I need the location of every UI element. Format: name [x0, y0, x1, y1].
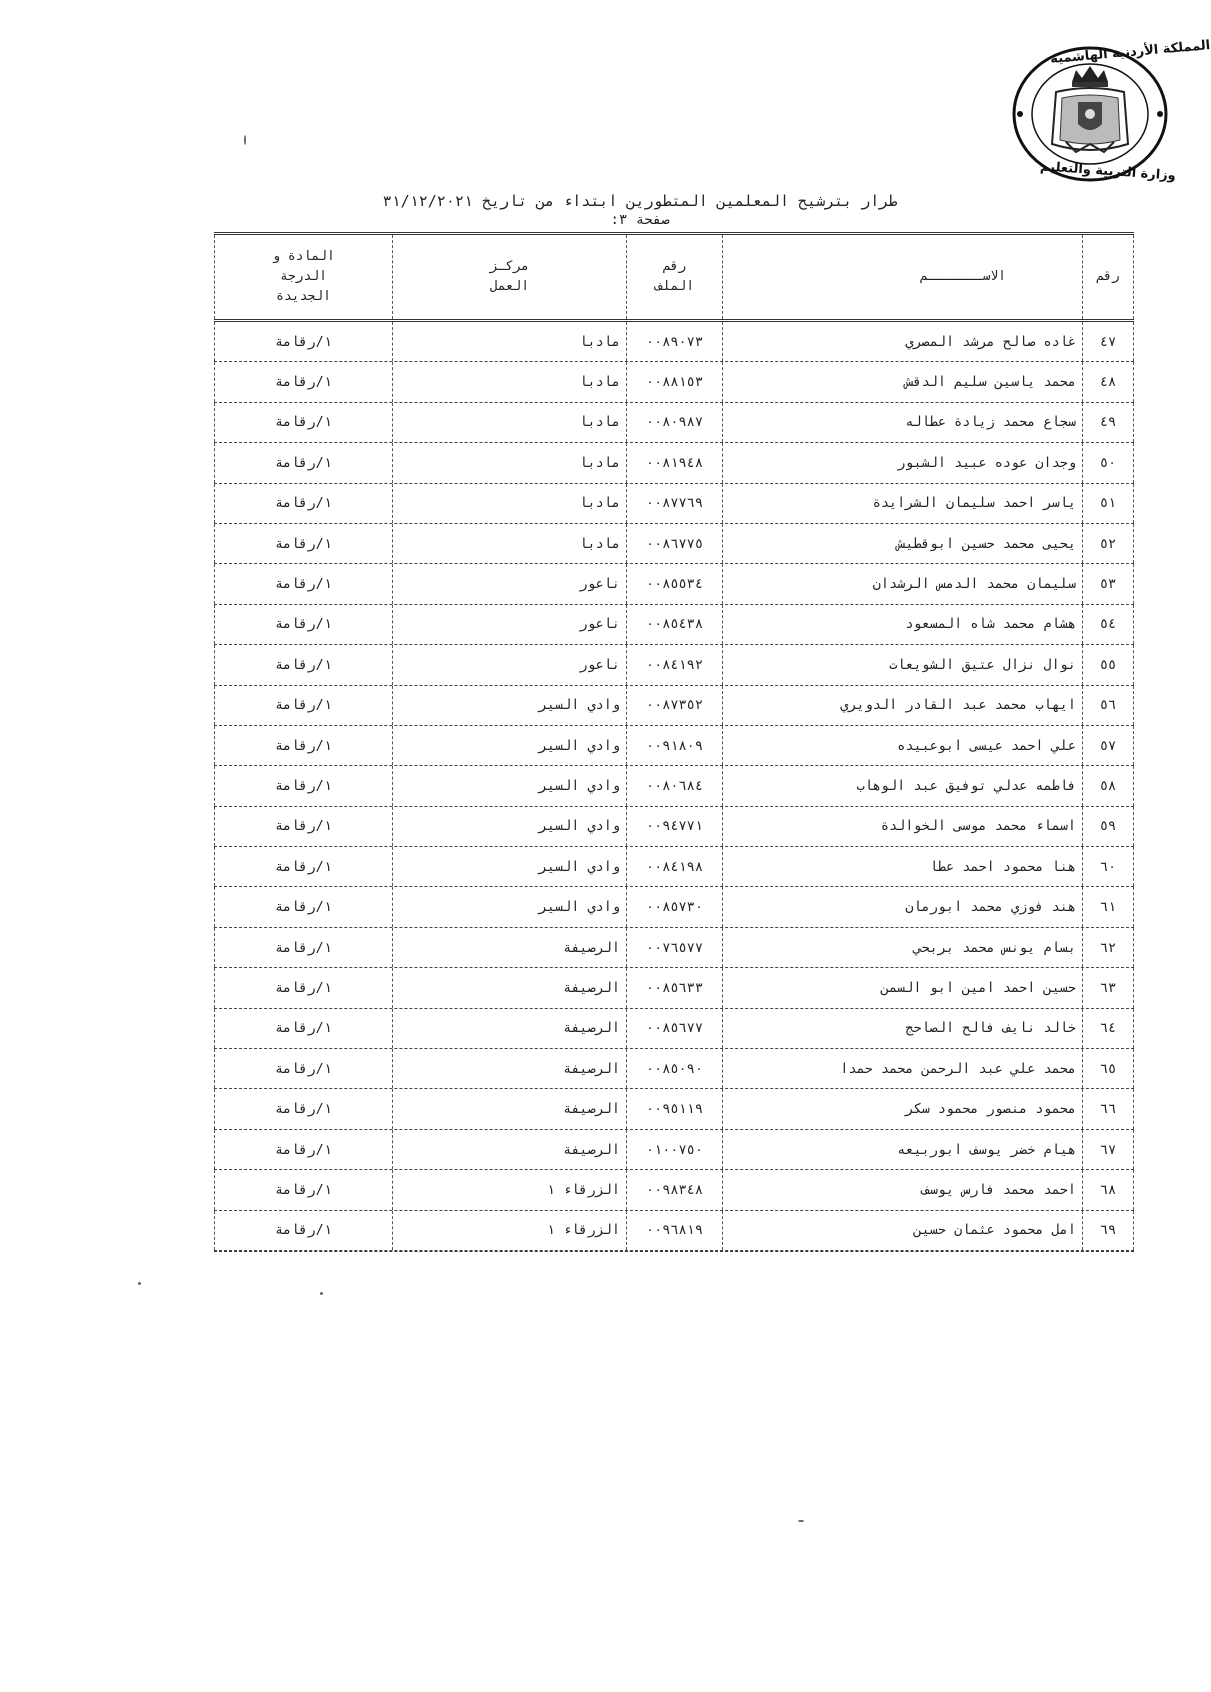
- subject-grade: ١/رقامة: [214, 1211, 392, 1250]
- teacher-name: هنا محمود احمد عطا: [722, 847, 1082, 886]
- table-row: [214, 322, 1134, 362]
- subject-grade: ١/رقامة: [214, 887, 392, 926]
- table-row: [214, 1130, 1134, 1170]
- work-center: مادبا: [392, 524, 626, 563]
- table-row: [214, 403, 1134, 443]
- table-row: [214, 484, 1134, 524]
- row-number: ٤٧: [1082, 322, 1134, 361]
- teachers-table: [214, 232, 1134, 1252]
- row-number: ٥٩: [1082, 807, 1134, 846]
- table-row: [214, 887, 1134, 927]
- header-name-label: الاســـــــم: [919, 269, 1006, 284]
- header-center-label-2: العمل: [489, 279, 530, 294]
- work-center: وادي السير: [392, 887, 626, 926]
- table-row: [214, 968, 1134, 1008]
- table-row: [214, 1009, 1134, 1049]
- table-row: [214, 686, 1134, 726]
- row-number: ٦٨: [1082, 1170, 1134, 1209]
- table-header: [214, 235, 1134, 322]
- teacher-name: نوال نزال عتيق الشويعات: [722, 645, 1082, 684]
- header-spec-label-1: المادة و: [272, 249, 335, 264]
- subject-grade: ١/رقامة: [214, 1170, 392, 1209]
- row-number: ٦٤: [1082, 1009, 1134, 1048]
- row-number: ٦١: [1082, 887, 1134, 926]
- table-row: [214, 1089, 1134, 1129]
- row-number: ٤٨: [1082, 362, 1134, 401]
- work-center: الرصيفة: [392, 928, 626, 967]
- scan-speck: [138, 1282, 141, 1285]
- teacher-name: محمد ياسين سليم الدقش: [722, 362, 1082, 401]
- teacher-name: امل محمود عثمان حسين: [722, 1211, 1082, 1250]
- header-name: [722, 235, 1082, 319]
- row-number: ٦٩: [1082, 1211, 1134, 1250]
- subject-grade: ١/رقامة: [214, 645, 392, 684]
- subject-grade: ١/رقامة: [214, 403, 392, 442]
- subject-grade: ١/رقامة: [214, 484, 392, 523]
- teacher-name: سليمان محمد الدمس الرشدان: [722, 564, 1082, 603]
- subject-grade: ١/رقامة: [214, 1009, 392, 1048]
- subject-grade: ١/رقامة: [214, 847, 392, 886]
- file-number: ٠٠٩١٨٠٩: [626, 726, 722, 765]
- row-number: ٦٧: [1082, 1130, 1134, 1169]
- scan-speck: [244, 135, 246, 145]
- teacher-name: محمود منصور محمود سكر: [722, 1089, 1082, 1128]
- report-title: طرار بترشيح المعلمين المتطورين ابتداء من تاريخ ٣١/١٢/٢٠٢١: [382, 192, 898, 210]
- teacher-name: محمد علي عبد الرحمن محمد حمدا: [722, 1049, 1082, 1088]
- file-number: ٠٠٩٨٣٤٨: [626, 1170, 722, 1209]
- row-number: ٦٥: [1082, 1049, 1134, 1088]
- work-center: الرصيفة: [392, 1049, 626, 1088]
- row-number: ٥٣: [1082, 564, 1134, 603]
- table-row: [214, 362, 1134, 402]
- subject-grade: ١/رقامة: [214, 564, 392, 603]
- row-number: ٥٥: [1082, 645, 1134, 684]
- table-row: [214, 645, 1134, 685]
- work-center: الزرقاء ١: [392, 1170, 626, 1209]
- work-center: وادي السير: [392, 686, 626, 725]
- scan-speck: [798, 1520, 804, 1522]
- teacher-name: احمد محمد فارس يوسف: [722, 1170, 1082, 1209]
- teacher-name: فاطمه عدلي توفيق عبد الوهاب: [722, 766, 1082, 805]
- work-center: وادي السير: [392, 807, 626, 846]
- table-row: [214, 766, 1134, 806]
- file-number: ٠٠٧٦٥٧٧: [626, 928, 722, 967]
- table-body: [214, 322, 1134, 1251]
- header-file-number: [626, 235, 722, 319]
- row-number: ٥٢: [1082, 524, 1134, 563]
- file-number: ٠٠٨٥٦٧٧: [626, 1009, 722, 1048]
- header-number: [1082, 235, 1134, 319]
- file-number: ٠٠٨٥٠٩٠: [626, 1049, 722, 1088]
- header-file-label-2: الملف: [654, 279, 695, 294]
- row-number: ٦٠: [1082, 847, 1134, 886]
- table-row: [214, 524, 1134, 564]
- row-number: ٥١: [1082, 484, 1134, 523]
- file-number: ٠٠٩٦٨١٩: [626, 1211, 722, 1250]
- teacher-name: وجدان عوده عبيد الشبور: [722, 443, 1082, 482]
- ministry-seal: [1010, 38, 1211, 184]
- teacher-name: ياسر احمد سليمان الشرايدة: [722, 484, 1082, 523]
- file-number: ٠٠٨٧٣٥٢: [626, 686, 722, 725]
- file-number: ٠٠٨٤١٩٢: [626, 645, 722, 684]
- table-row: [214, 1211, 1134, 1251]
- work-center: وادي السير: [392, 726, 626, 765]
- work-center: وادي السير: [392, 847, 626, 886]
- file-number: ٠٠٨١٩٤٨: [626, 443, 722, 482]
- teacher-name: علي احمد عيسى ابوعبيده: [722, 726, 1082, 765]
- teacher-name: هند فوزي محمد ابورمان: [722, 887, 1082, 926]
- table-row: [214, 1170, 1134, 1210]
- work-center: ناعور: [392, 605, 626, 644]
- subject-grade: ١/رقامة: [214, 362, 392, 401]
- teacher-name: اسماء محمد موسى الخوالدة: [722, 807, 1082, 846]
- subject-grade: ١/رقامة: [214, 1049, 392, 1088]
- work-center: مادبا: [392, 322, 626, 361]
- subject-grade: ١/رقامة: [214, 1089, 392, 1128]
- row-number: ٥٦: [1082, 686, 1134, 725]
- table-row: [214, 847, 1134, 887]
- page-number: صفحة ٣:: [610, 212, 670, 228]
- file-number: ٠١٠٠٧٥٠: [626, 1130, 722, 1169]
- table-row: [214, 726, 1134, 766]
- work-center: ناعور: [392, 645, 626, 684]
- file-number: ٠٠٨٩٠٧٣: [626, 322, 722, 361]
- file-number: ٠٠٨٥٥٣٤: [626, 564, 722, 603]
- row-number: ٦٢: [1082, 928, 1134, 967]
- work-center: مادبا: [392, 484, 626, 523]
- header-spec-label-2: الدرجة: [280, 269, 327, 284]
- file-number: ٠٠٨٦٧٧٥: [626, 524, 722, 563]
- work-center: الرصيفة: [392, 968, 626, 1007]
- table-row: [214, 443, 1134, 483]
- teacher-name: يحيى محمد حسين ابوقطيش: [722, 524, 1082, 563]
- file-number: ٠٠٩٤٧٧١: [626, 807, 722, 846]
- teacher-name: هيام خضر يوسف ابوربيعه: [722, 1130, 1082, 1169]
- seal-top-text: المملكة الأردنية الهاشمية: [1049, 38, 1211, 67]
- row-number: ٥٨: [1082, 766, 1134, 805]
- work-center: الرصيفة: [392, 1089, 626, 1128]
- header-work-center: [392, 235, 626, 319]
- file-number: ٠٠٨٥٧٣٠: [626, 887, 722, 926]
- file-number: ٠٠٨٠٩٨٧: [626, 403, 722, 442]
- table-row: [214, 564, 1134, 604]
- work-center: مادبا: [392, 443, 626, 482]
- subject-grade: ١/رقامة: [214, 1130, 392, 1169]
- file-number: ٠٠٨٤١٩٨: [626, 847, 722, 886]
- teacher-name: خالد نايف فالح الصاحج: [722, 1009, 1082, 1048]
- teacher-name: هشام محمد شاه المسعود: [722, 605, 1082, 644]
- teacher-name: غاده صالح مرشد المصري: [722, 322, 1082, 361]
- subject-grade: ١/رقامة: [214, 322, 392, 361]
- work-center: الرصيفة: [392, 1130, 626, 1169]
- header-subject-grade: [214, 235, 392, 319]
- work-center: مادبا: [392, 403, 626, 442]
- file-number: ٠٠٨٥٤٣٨: [626, 605, 722, 644]
- header-number-label: رقم: [1096, 269, 1120, 284]
- table-row: [214, 1049, 1134, 1089]
- subject-grade: ١/رقامة: [214, 605, 392, 644]
- work-center: الزرقاء ١: [392, 1211, 626, 1250]
- header-file-label-1: رقم: [662, 259, 687, 274]
- teacher-name: سجاع محمد زيادة عطاله: [722, 403, 1082, 442]
- teacher-name: حسين احمد امين ابو السمن: [722, 968, 1082, 1007]
- row-number: ٥٤: [1082, 605, 1134, 644]
- teacher-name: ايهاب محمد عبد القادر الدويري: [722, 686, 1082, 725]
- file-number: ٠٠٨٠٦٨٤: [626, 766, 722, 805]
- work-center: مادبا: [392, 362, 626, 401]
- row-number: ٦٦: [1082, 1089, 1134, 1128]
- subject-grade: ١/رقامة: [214, 807, 392, 846]
- file-number: ٠٠٨٥٦٣٣: [626, 968, 722, 1007]
- seal-bottom-text: وزارة التربية والتعليم: [1039, 159, 1177, 184]
- subject-grade: ١/رقامة: [214, 524, 392, 563]
- work-center: ناعور: [392, 564, 626, 603]
- subject-grade: ١/رقامة: [214, 968, 392, 1007]
- file-number: ٠٠٨٧٧٦٩: [626, 484, 722, 523]
- scan-speck: [320, 1292, 323, 1295]
- table-row: [214, 605, 1134, 645]
- header-center-label-1: مركـز: [489, 259, 530, 274]
- row-number: ٥٠: [1082, 443, 1134, 482]
- subject-grade: ١/رقامة: [214, 443, 392, 482]
- row-number: ٥٧: [1082, 726, 1134, 765]
- row-number: ٦٣: [1082, 968, 1134, 1007]
- table-row: [214, 807, 1134, 847]
- subject-grade: ١/رقامة: [214, 766, 392, 805]
- table-row: [214, 928, 1134, 968]
- file-number: ٠٠٨٨١٥٣: [626, 362, 722, 401]
- work-center: الرصيفة: [392, 1009, 626, 1048]
- subject-grade: ١/رقامة: [214, 928, 392, 967]
- file-number: ٠٠٩٥١١٩: [626, 1089, 722, 1128]
- teacher-name: بسام يونس محمد بربحي: [722, 928, 1082, 967]
- subject-grade: ١/رقامة: [214, 686, 392, 725]
- row-number: ٤٩: [1082, 403, 1134, 442]
- header-spec-label-3: الجديدة: [276, 289, 331, 304]
- work-center: وادي السير: [392, 766, 626, 805]
- subject-grade: ١/رقامة: [214, 726, 392, 765]
